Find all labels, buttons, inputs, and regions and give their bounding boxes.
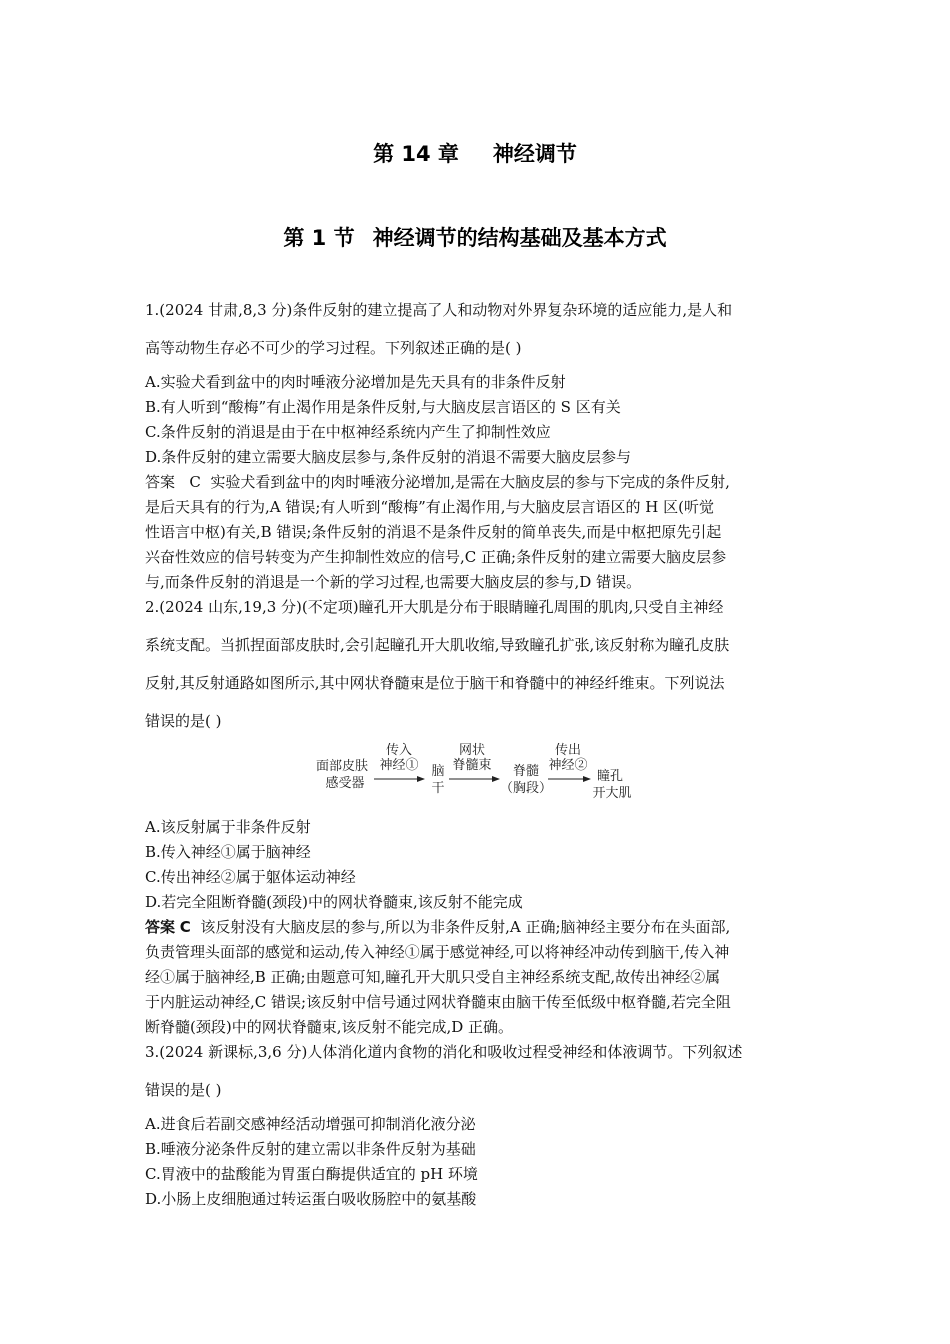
q2-stem-line: 错误的是( ) <box>145 712 222 730</box>
q2-option-a: A.该反射属于非条件反射 <box>145 818 311 836</box>
brainstem-label: 脑 <box>431 764 445 779</box>
chapter-name: 神经调节 <box>492 142 577 166</box>
arrow3-label: 传出 <box>554 743 582 758</box>
q2-answer-line <box>145 917 810 937</box>
q3-stem-line: 3.(2024 新课标,3,6 分)人体消化道内食物的消化和吸收过程受神经和体液调节。下列叙述 <box>145 1043 743 1061</box>
q3-option-d: D.小肠上皮细胞通过转运蛋白吸收肠腔中的氨基酸 <box>145 1190 477 1208</box>
q1-option-c: C.条件反射的消退是由于在中枢神经系统内产生了抑制性效应 <box>145 423 551 441</box>
q2-answer-letter: C <box>179 918 191 936</box>
q1-answer-text: 是后天具有的行为,A 错误;有人听到“酸梅”有止渴作用,与大脑皮层言语区的 H 区(听觉 <box>145 498 715 516</box>
q2-stem-line: 反射,其反射通路如图所示,其中网状脊髓束是位于脑干和脊髓中的神经纤维束。下列说法 <box>145 674 725 692</box>
spinal-label: 脊髓 <box>512 764 540 779</box>
q2-answer-text: 该反射没有大脑皮层的参与,所以为非条件反射,A 正确;脑神经主要分布在头面部, <box>200 918 731 936</box>
arrow1-label: 神经① <box>379 758 419 773</box>
q1-stem-line: 高等动物生存必不可少的学习过程。下列叙述正确的是( ) <box>145 339 522 357</box>
q2-stem-line: 2.(2024 山东,19,3 分)(不定项)瞳孔开大肌是分布于眼睛瞳孔周围的肌肉,只受自主神经 <box>145 598 724 616</box>
q2-answer-text: 断脊髓(颈段)中的网状脊髓束,该反射不能完成,D 正确。 <box>145 1018 514 1036</box>
q1-option-a: A.实验犬看到盆中的肉时唾液分泌增加是先天具有的非条件反射 <box>145 373 566 391</box>
section-name: 神经调节的结构基础及基本方式 <box>372 226 667 250</box>
q3-option-c: C.胃液中的盐酸能为胃蛋白酶提供适宜的 pH 环境 <box>145 1165 478 1183</box>
q1-option-d: D.条件反射的建立需要大脑皮层参与,条件反射的消退不需要大脑皮层参与 <box>145 448 632 466</box>
effector-label: 瞳孔 <box>596 769 624 784</box>
q3-option-a: A.进食后若副交感神经活动增强可抑制消化液分泌 <box>145 1115 476 1133</box>
q1-option-b: B.有人听到“酸梅”有止渴作用是条件反射,与大脑皮层言语区的 S 区有关 <box>145 398 621 416</box>
q2-option-d: D.若完全阻断脊髓(颈段)中的网状脊髓束,该反射不能完成 <box>145 893 523 911</box>
q2-answer-text: 负责管理头面部的感觉和运动,传入神经①属于感觉神经,可以将神经冲动传到脑干,传入神 <box>145 943 730 961</box>
q1-answer-line <box>145 472 810 492</box>
arrow1-label: 传入 <box>385 743 413 758</box>
q1-stem-line: 1.(2024 甘肃,8,3 分)条件反射的建立提高了人和动物对外界复杂环境的适应能力,是人和 <box>145 301 733 319</box>
q2-answer-label: 答案 <box>145 918 176 936</box>
q2-answer-text: 经①属于脑神经,B 正确;由题意可知,瞳孔开大肌只受自主神经系统支配,故传出神经②属 <box>145 968 721 986</box>
receptor-label: 面部皮肤 <box>315 759 369 774</box>
brainstem-label: 干 <box>431 781 445 796</box>
effector-label: 开大肌 <box>592 786 632 801</box>
q3-stem-line: 错误的是( ) <box>145 1081 222 1099</box>
q3-option-b: B.唾液分泌条件反射的建立需以非条件反射为基础 <box>145 1140 476 1158</box>
section-number: 第 1 节 <box>283 226 355 250</box>
arrow3-label: 神经② <box>548 758 588 773</box>
section-title <box>0 222 950 252</box>
q2-answer-text: 于内脏运动神经,C 错误;该反射中信号通过网状脊髓束由脑干传至低级中枢脊髓,若完全阻 <box>145 993 731 1011</box>
q1-answer-text: 兴奋性效应的信号转变为产生抑制性效应的信号,C 正确;条件反射的建立需要大脑皮层参 <box>145 548 727 566</box>
chapter-title <box>0 138 950 168</box>
q1-answer-label: 答案 <box>145 473 176 491</box>
arrow2-label: 脊髓束 <box>452 758 492 773</box>
q2-option-c: C.传出神经②属于躯体运动神经 <box>145 868 356 886</box>
q2-option-b: B.传入神经①属于脑神经 <box>145 843 311 861</box>
q1-answer-text: 与,而条件反射的消退是一个新的学习过程,也需要大脑皮层的参与,D 错误。 <box>145 573 642 591</box>
chapter-number: 第 14 章 <box>373 142 459 166</box>
q1-answer-letter: C <box>189 473 201 491</box>
receptor-label: 感受器 <box>325 776 365 791</box>
q1-answer-text: 性语言中枢)有关,B 错误;条件反射的消退不是条件反射的简单丧失,而是中枢把原先引起 <box>145 523 722 541</box>
q2-stem-line: 系统支配。当抓捏面部皮肤时,会引起瞳孔开大肌收缩,导致瞳孔扩张,该反射称为瞳孔皮肤 <box>145 636 730 654</box>
reflex-pathway-diagram <box>312 742 642 804</box>
spinal-label: （胸段） <box>499 781 553 796</box>
arrow2-label: 网状 <box>458 743 486 758</box>
q1-answer-text: 实验犬看到盆中的肉时唾液分泌增加,是需在大脑皮层的参与下完成的条件反射, <box>210 473 730 491</box>
